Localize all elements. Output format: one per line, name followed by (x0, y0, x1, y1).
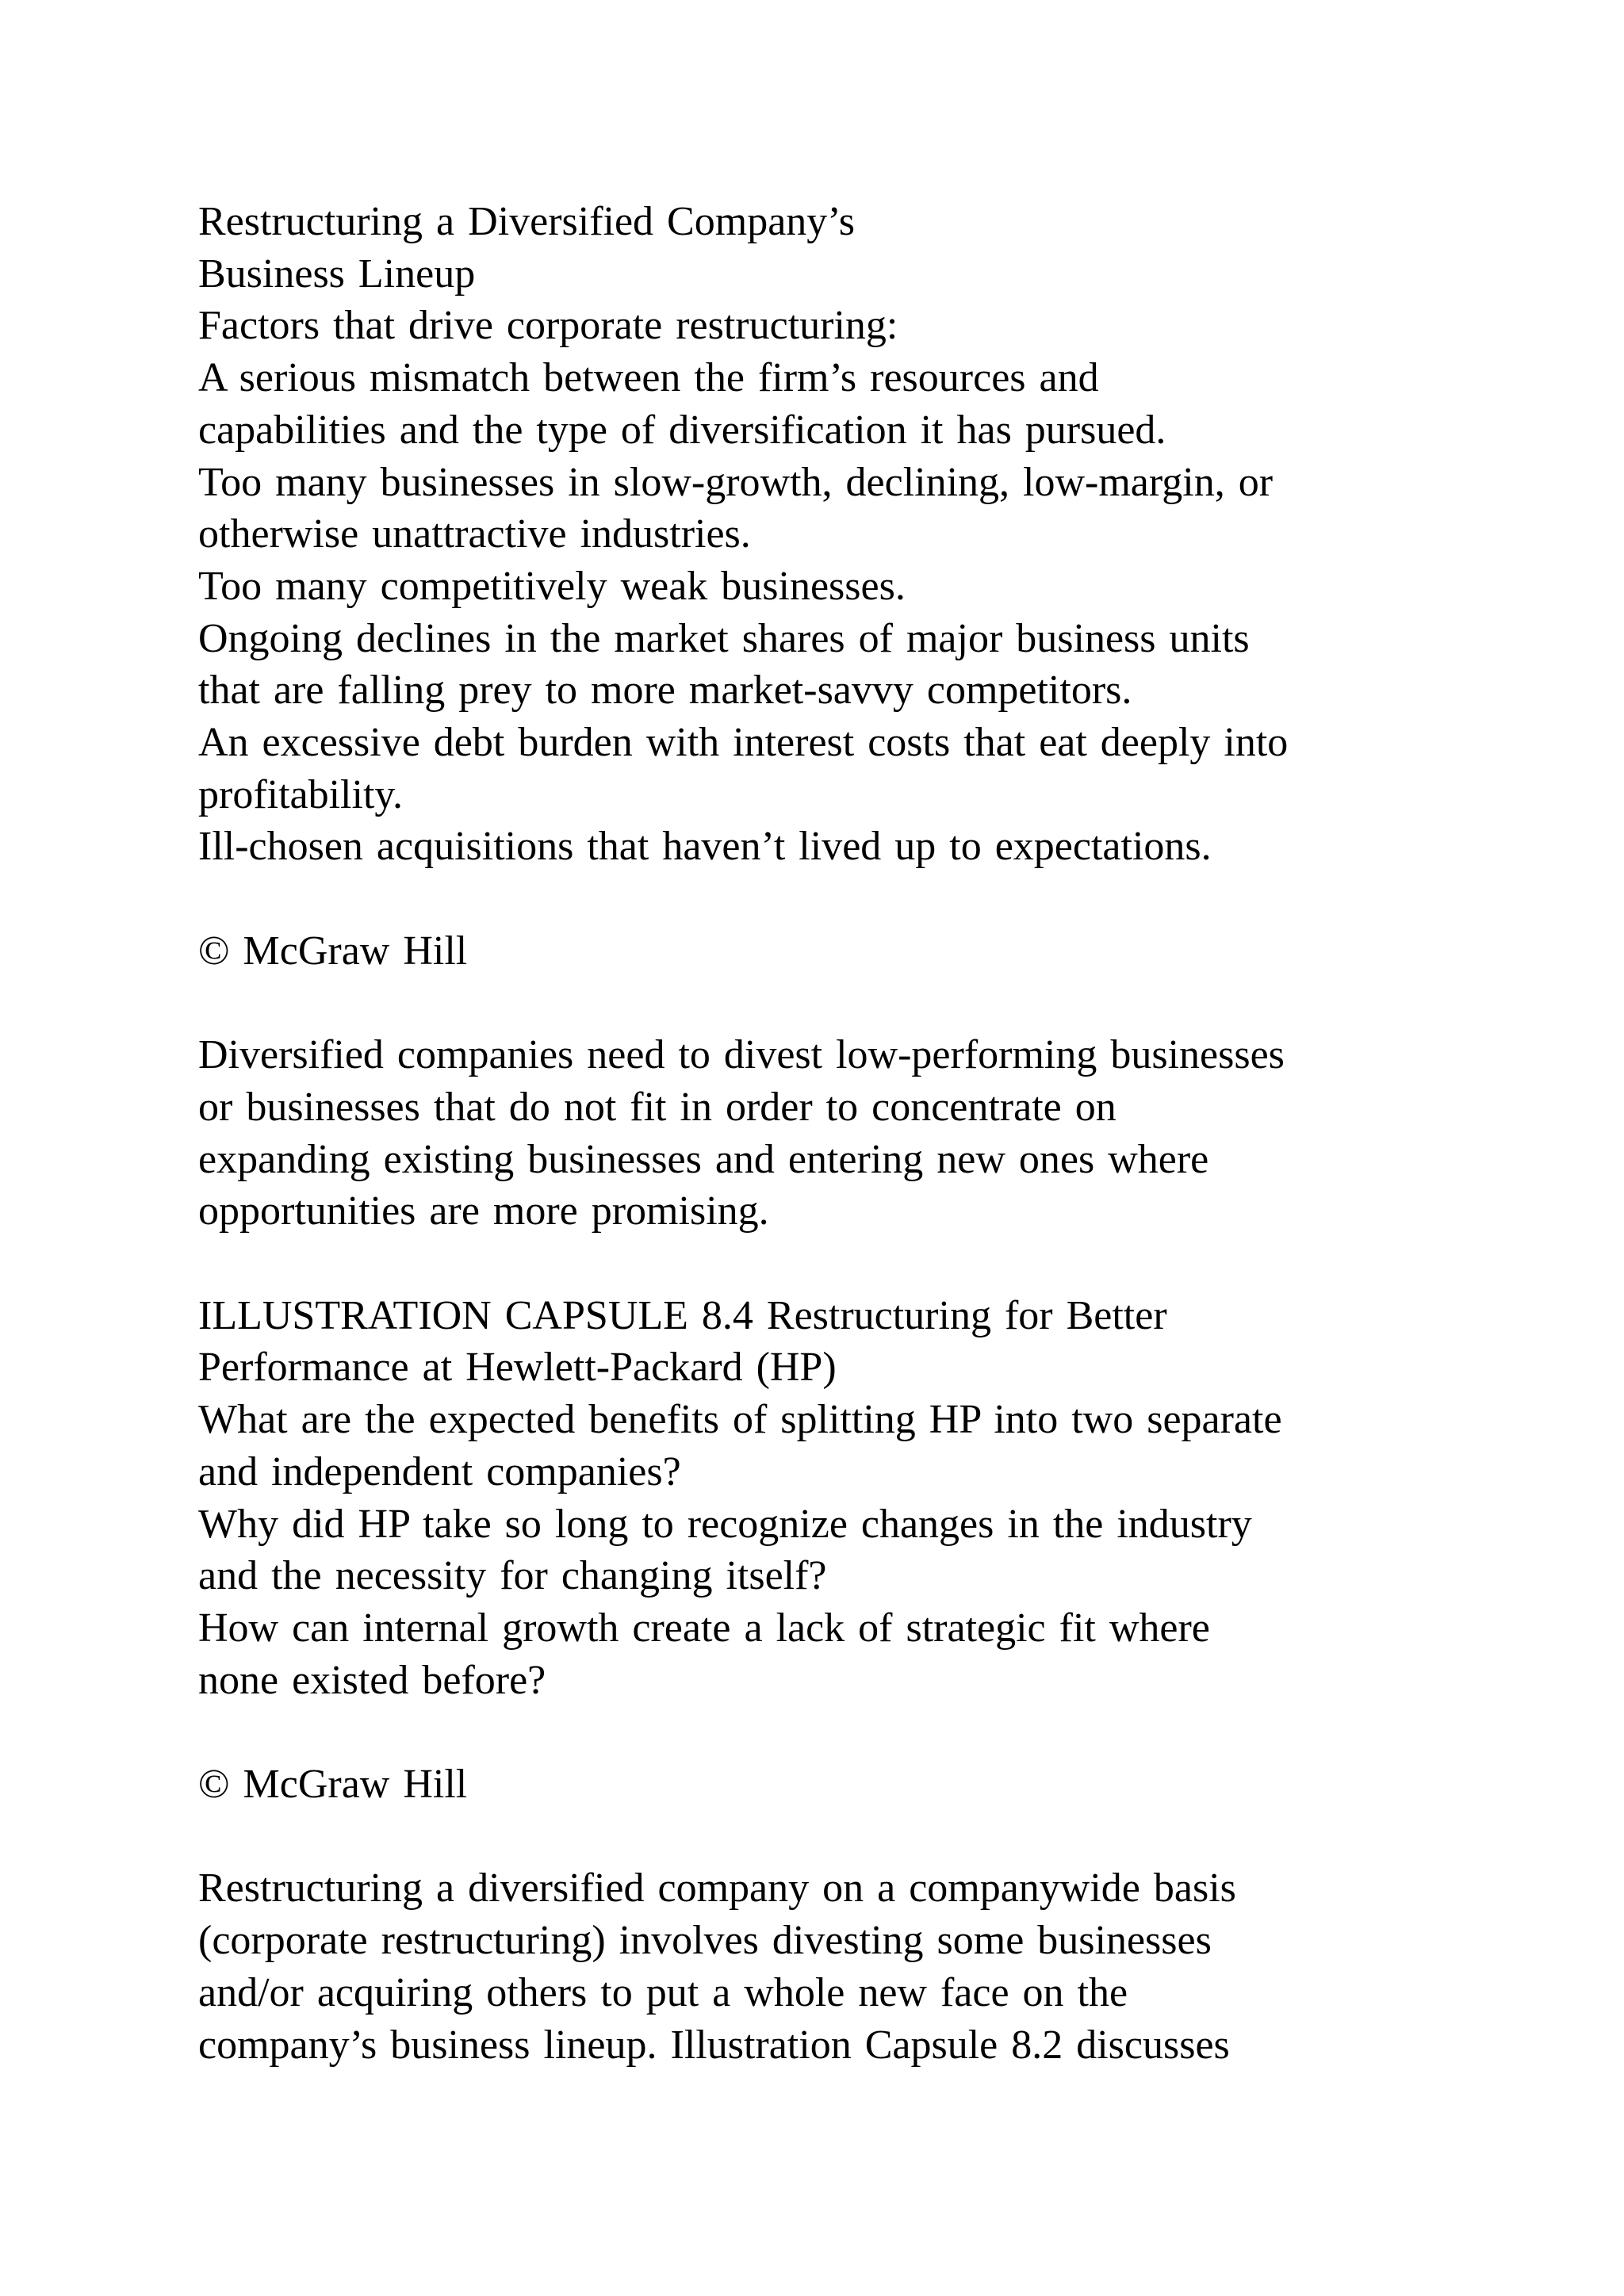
text-line: and independent companies? (198, 1448, 681, 1494)
copyright-notice: © McGraw Hill (198, 1762, 468, 1807)
text-line: that are falling prey to more market-savvy competitors. (198, 668, 1132, 714)
text-line: Factors that drive corporate restructuring: (198, 303, 898, 349)
document-title-continued: Business Lineup (198, 251, 476, 297)
text-line: Restructuring a diversified company on a companywide basis (198, 1866, 1236, 1911)
text-line: and/or acquiring others to put a whole new face on the (198, 1969, 1128, 2015)
text-line: Why did HP take so long to recognize changes in the industry (198, 1501, 1252, 1547)
copyright-notice: © McGraw Hill (198, 928, 468, 974)
text-line: Too many businesses in slow-growth, declining, low-margin, or (198, 459, 1274, 505)
text-line: (corporate restructuring) involves divesting some businesses (198, 1918, 1212, 1964)
text-line: Too many competitively weak businesses. (198, 563, 906, 609)
document-title: Restructuring a Diversified Company’s (198, 199, 855, 244)
text-line: otherwise unattractive industries. (198, 511, 751, 557)
text-line: none existed before? (198, 1657, 546, 1703)
text-line: ILLUSTRATION CAPSULE 8.4 Restructuring for Better (198, 1292, 1167, 1338)
text-line: company’s business lineup. Illustration Capsule 8.2 discusses (198, 2022, 1230, 2068)
text-line: and the necessity for changing itself? (198, 1553, 827, 1599)
text-line: Performance at Hewlett-Packard (HP) (198, 1345, 837, 1391)
text-line: A serious mismatch between the firm’s resources and (198, 355, 1099, 401)
text-line: An excessive debt burden with interest costs that eat deeply into (198, 720, 1289, 765)
text-line: Ongoing declines in the market shares of major business units (198, 615, 1250, 661)
text-line: opportunities are more promising. (198, 1188, 769, 1234)
text-line: Diversified companies need to divest low-performing businesses (198, 1032, 1285, 1078)
text-line: How can internal growth create a lack of strategic fit where (198, 1605, 1210, 1651)
text-line: What are the expected benefits of splitting HP into two separate (198, 1397, 1282, 1443)
text-line: expanding existing businesses and entering new ones where (198, 1136, 1209, 1182)
text-line: capabilities and the type of diversification it has pursued. (198, 407, 1166, 453)
text-line: profitability. (198, 771, 404, 817)
text-line: or businesses that do not fit in order to concentrate on (198, 1084, 1116, 1130)
text-line: Ill-chosen acquisitions that haven’t lived up to expectations. (198, 824, 1212, 870)
